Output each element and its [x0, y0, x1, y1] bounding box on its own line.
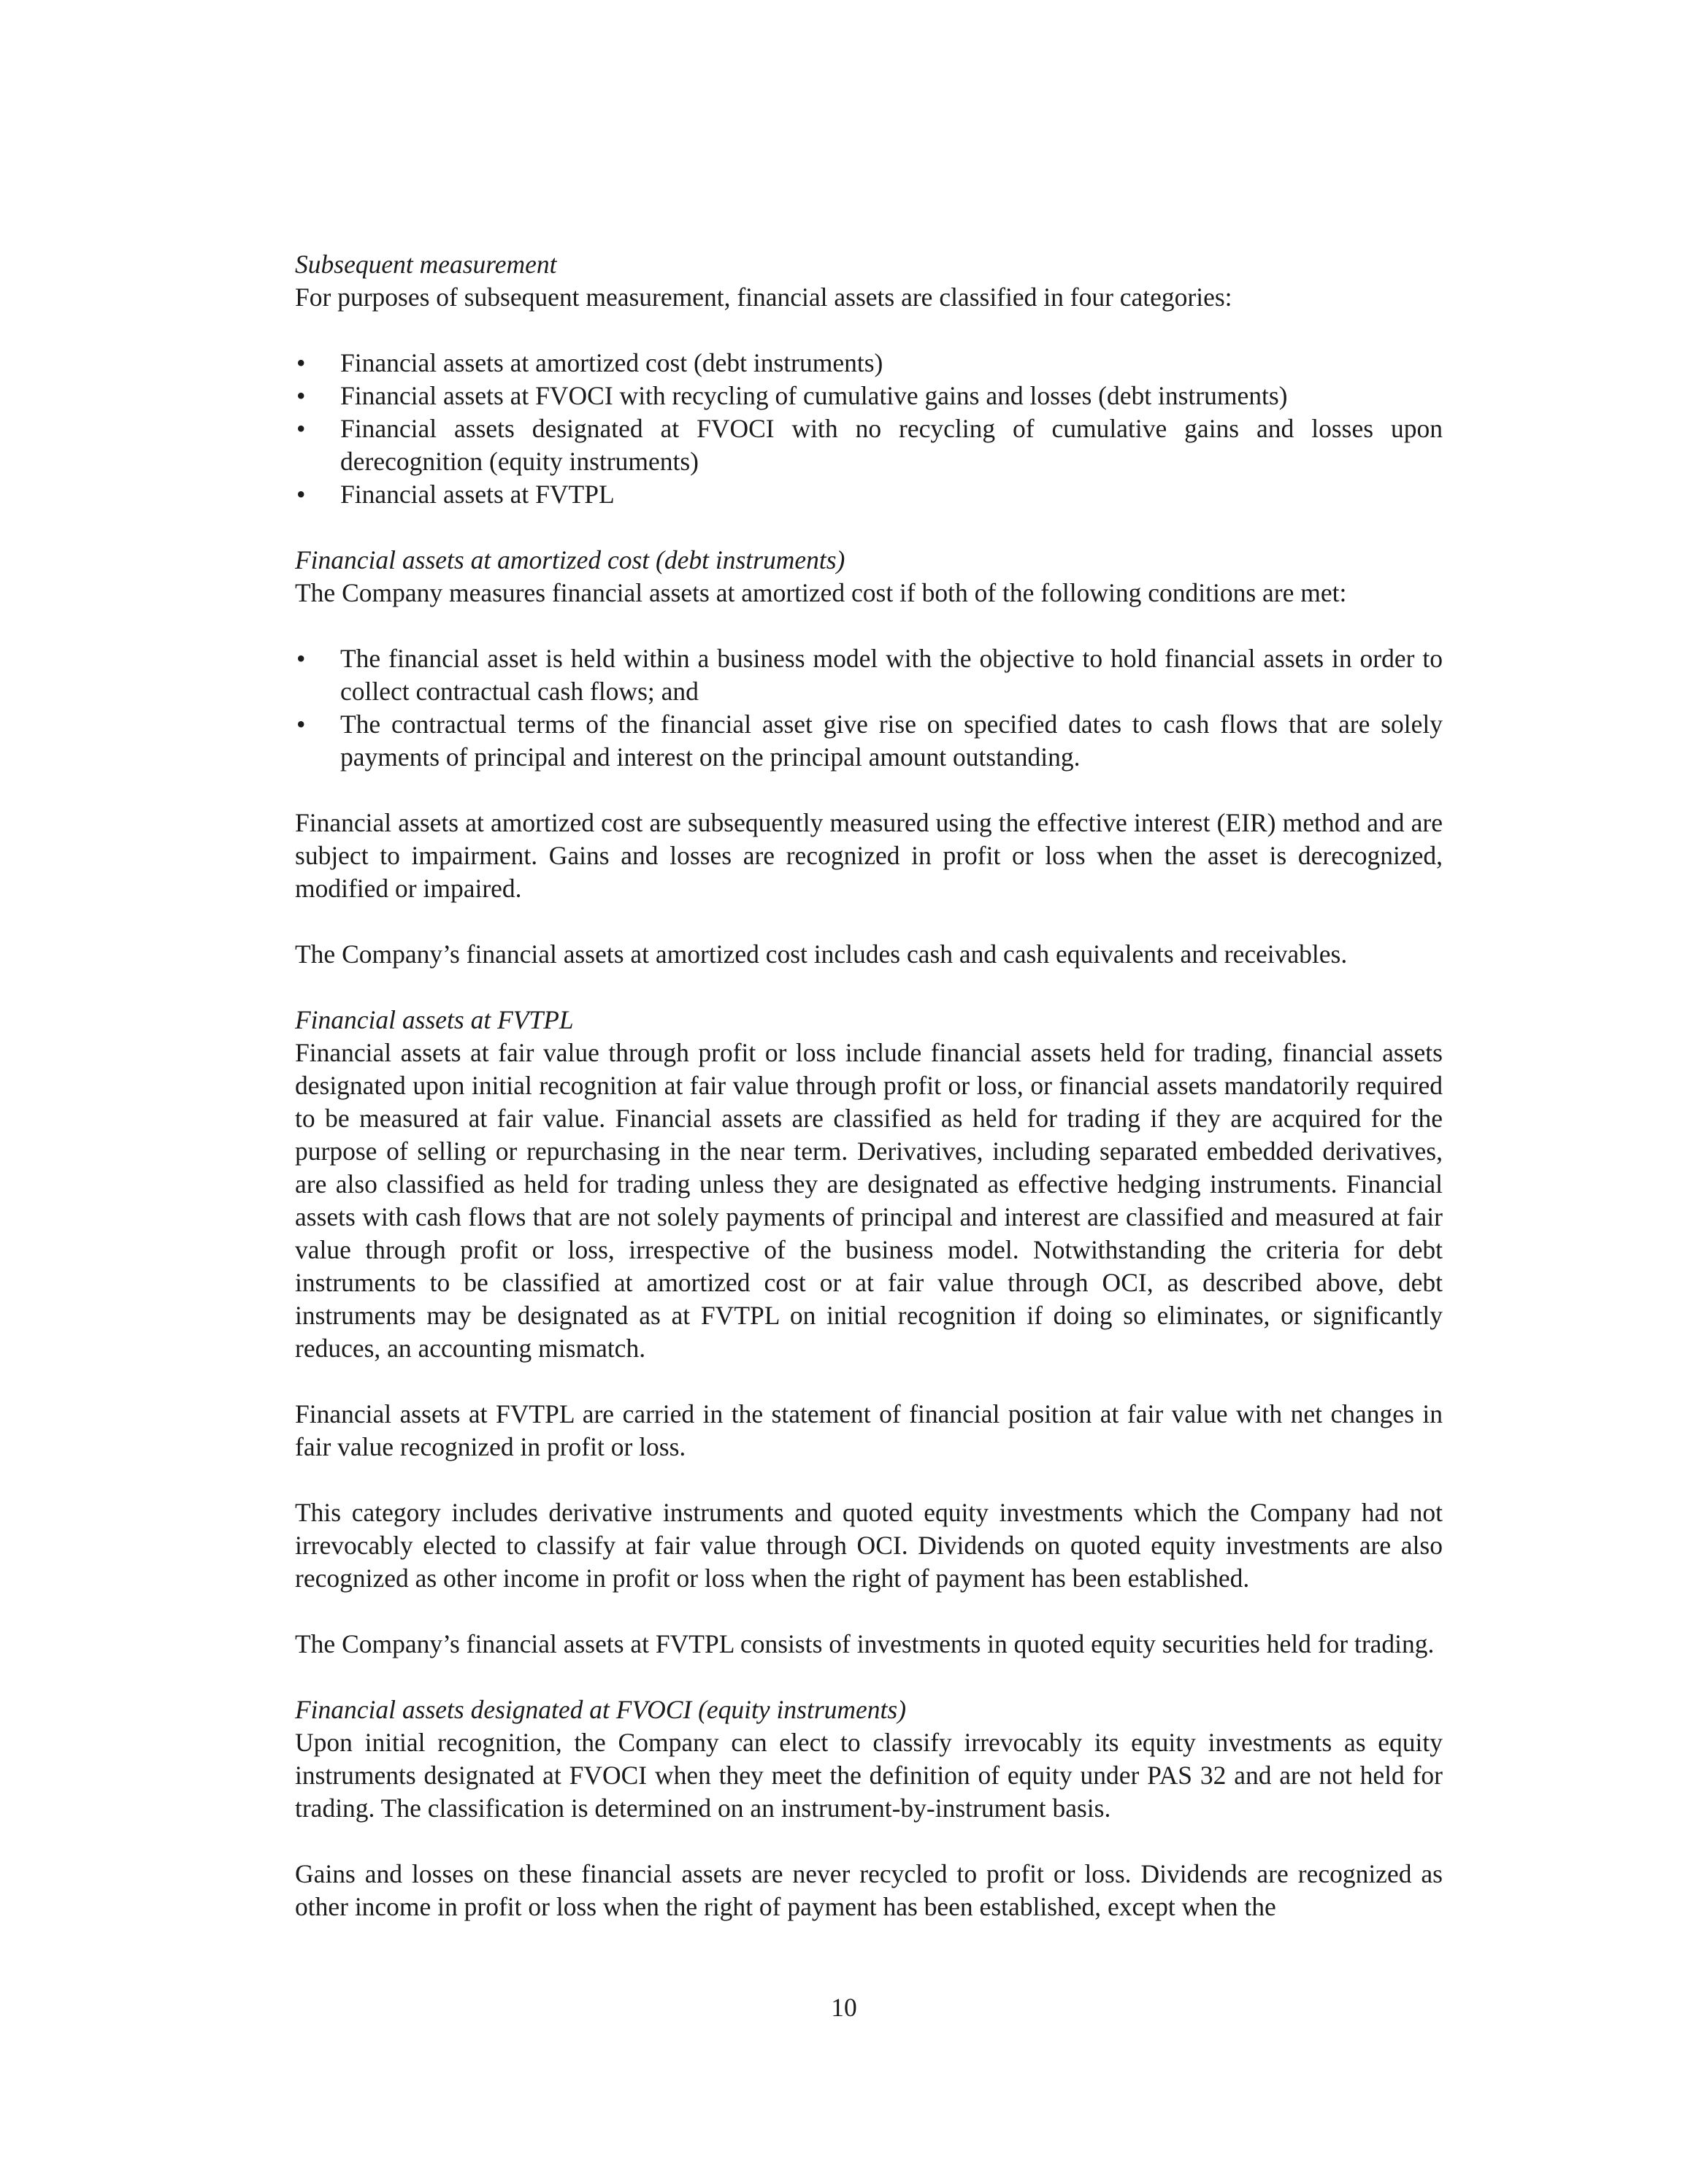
list-item-text: Financial assets designated at FVOCI with no recycling of cumulative gains and losses upon derecognition (equity instruments)	[340, 414, 1443, 476]
bullet-icon: •	[296, 480, 306, 509]
list-item	[295, 380, 1443, 412]
intro-amortized-cost: The Company measures financial assets at amortized cost if both of the following conditions are met:	[295, 578, 1347, 607]
list-item	[295, 478, 1443, 511]
list-item	[295, 412, 1443, 478]
paragraph-fvtpl-definition: Financial assets at fair value through profit or loss include financial assets held for trading, financial assets designated upon initial recognition at fair value through profit or loss, or financial assets mandatorily required to be measured at fair value. Financial assets are classified as held for trading if they are acquired for the purpose of selling or repurchasing in the near term. Derivatives, including separated embedded derivatives, are also classified as held for trading unless they are designated as effective hedging instruments. Financial assets with cash flows that are not solely payments of principal and interest are classified and measured at fair value through profit or loss, irrespective of the business model. Notwithstanding the criteria for debt instruments to be classified at amortized cost or at fair value through OCI, as described above, debt instruments may be designated as at FVTPL on initial recognition if doing so eliminates, or significantly reduces, an accounting mismatch.	[295, 1038, 1443, 1363]
list-item	[295, 708, 1443, 774]
list-item-text: Financial assets at amortized cost (debt instruments)	[340, 348, 883, 377]
paragraph-fvtpl-category: This category includes derivative instruments and quoted equity investments which the Company had not irrevocably elected to classify at fair value through OCI. Dividends on quoted equity investments are also recognized as other income in profit or loss when the right of payment has been established.	[295, 1498, 1443, 1593]
paragraph-amortized-measurement: Financial assets at amortized cost are subsequently measured using the effective interest (EIR) method and are subject to impairment. Gains and losses are recognized in profit or loss when the asset is derecognized, modified or impaired.	[295, 808, 1443, 903]
paragraph-amortized-includes: The Company’s financial assets at amortized cost includes cash and cash equivalents and receivables.	[295, 939, 1348, 969]
heading-amortized-cost: Financial assets at amortized cost (debt instruments)	[295, 545, 845, 574]
heading-fvoci-equity: Financial assets designated at FVOCI (equity instruments)	[295, 1695, 907, 1724]
list-item-text: The financial asset is held within a business model with the objective to hold financial assets in order to collect contractual cash flows; and	[340, 644, 1443, 706]
document-page	[295, 248, 1443, 1923]
bullet-icon: •	[296, 710, 306, 739]
paragraph-fvtpl-consists: The Company’s financial assets at FVTPL consists of investments in quoted equity securities held for trading.	[295, 1629, 1435, 1658]
paragraph-fvoci-initial: Upon initial recognition, the Company can elect to classify irrevocably its equity investments as equity instruments designated at FVOCI when they meet the definition of equity under PAS 32 and are not held for trading. The classification is determined on an instrument-by-instrument basis.	[295, 1728, 1443, 1823]
heading-fvtpl: Financial assets at FVTPL	[295, 1005, 574, 1034]
bullet-icon: •	[296, 348, 306, 377]
list-categories	[295, 347, 1443, 511]
paragraph-fvtpl-carried: Financial assets at FVTPL are carried in the statement of financial position at fair value with net changes in fair value recognized in profit or loss.	[295, 1399, 1443, 1461]
list-item-text: Financial assets at FVTPL	[340, 480, 615, 509]
list-item-text: Financial assets at FVOCI with recycling of cumulative gains and losses (debt instruments)	[340, 381, 1288, 410]
bullet-icon: •	[296, 414, 306, 443]
paragraph-fvoci-gains: Gains and losses on these financial assets are never recycled to profit or loss. Dividends are recognized as other income in profit or loss when the right of payment has been established, except when the	[295, 1859, 1443, 1921]
page-number: 10	[831, 1993, 857, 2022]
heading-subsequent-measurement: Subsequent measurement	[295, 250, 557, 279]
list-item	[295, 642, 1443, 708]
bullet-icon: •	[296, 381, 306, 410]
bullet-icon: •	[296, 644, 306, 673]
intro-subsequent-measurement: For purposes of subsequent measurement, financial assets are classified in four categories:	[295, 282, 1232, 312]
list-conditions	[295, 642, 1443, 774]
list-item	[295, 347, 1443, 380]
list-item-text: The contractual terms of the financial asset give rise on specified dates to cash flows that are solely payments of principal and interest on the principal amount outstanding.	[340, 710, 1443, 772]
